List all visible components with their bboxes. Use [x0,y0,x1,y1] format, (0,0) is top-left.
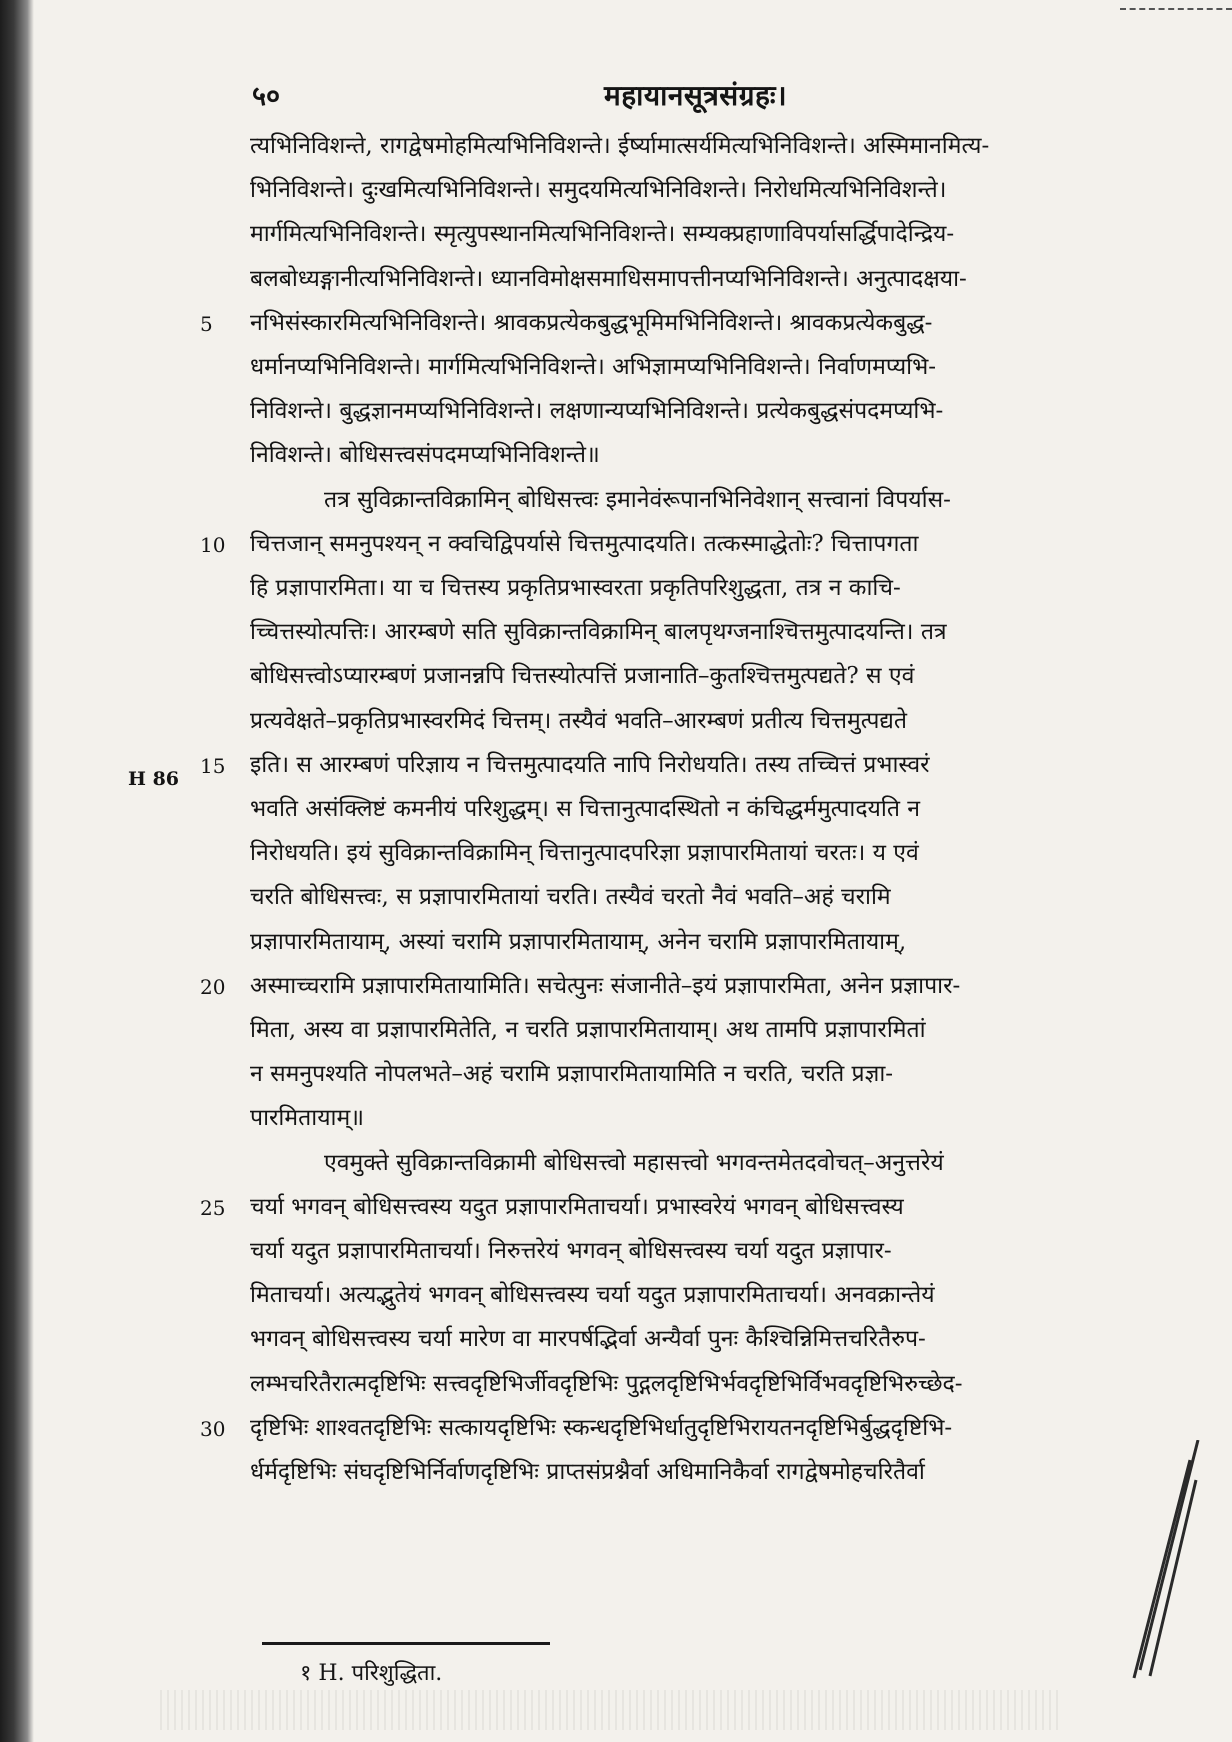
text-line: इति। स आरम्बणं परिज्ञाय न चित्तमुत्पादयति नापि निरोधयति। तस्य तच्चित्तं प्रभास्वरं [250,752,930,778]
text-line: दृष्टिभिः शाश्वतदृष्टिभिः सत्कायदृष्टिभिः स्कन्धदृष्टिभिर्धातुदृष्टिभिरायतनदृष्टिभिर्बुद्धदृष्टिभि- [250,1415,953,1441]
text-line: मिता, अस्य वा प्रज्ञापारमितेति, न चरति प्रज्ञापारमितायाम्। अथ तामपि प्रज्ञापारमितां [250,1017,926,1043]
text-line: च्चित्तस्योत्पत्तिः। आरम्बणे सति सुविक्रान्तविक्रामिन् बालपृथग्जनाश्चित्तमुत्पादयन्ति। तत्र [250,619,947,645]
text-line: निविशन्ते। बुद्धज्ञानमप्यभिनिविशन्ते। लक्षणान्यप्यभिनिविशन्ते। प्रत्येकबुद्धसंपदमप्यभि- [250,398,944,424]
text-line: बोधिसत्त्वोऽप्यारम्बणं प्रजानन्नपि चित्तस्योत्पत्तिं प्रजानाति–कुतश्चित्तमुत्पद्यते? स एवं [250,663,915,689]
page-number: ५० [252,81,281,112]
line-number: 25 [200,1196,226,1220]
footnote: १ H. परिशुद्धिता. [300,1661,443,1686]
text-line: त्यभिनिविशन्ते, रागद्वेषमोहमित्यभिनिविशन्ते। ईर्ष्यामात्सर्यमित्यभिनिविशन्ते। अस्मिमानमित्य- [250,133,990,159]
running-title: महायानसूत्रसंग्रहः। [604,79,788,112]
text-line: भवति असंक्लिष्टं कमनीयं परिशुद्धम्। स चित्तानुत्पादस्थितो न कंचिद्धर्ममुत्पादयति न [250,796,921,822]
text-line: चर्या भगवन् बोधिसत्त्वस्य यदुत प्रज्ञापारमिताचर्या। प्रभास्वरेयं भगवन् बोधिसत्त्वस्य [250,1194,904,1220]
text-line: भिनिविशन्ते। दुःखमित्यभिनिविशन्ते। समुदयमित्यभिनिविशन्ते। निरोधमित्यभिनिविशन्ते। [250,177,947,203]
binding-shadow [0,0,34,1742]
page-header [230,76,1172,116]
line-number: 30 [200,1417,226,1441]
text-line: धर्मानप्यभिनिविशन्ते। मार्गमित्यभिनिविशन्ते। अभिज्ञामप्यभिनिविशन्ते। निर्वाणमप्यभि- [250,354,937,380]
text-line: भगवन् बोधिसत्त्वस्य चर्या मारेण वा मारपर्षद्भिर्वा अन्यैर्वा पुनः कैश्चिन्निमित्तचरितैरुप- [250,1326,926,1352]
text-line: निविशन्ते। बोधिसत्त्वसंपदमप्यभिनिविशन्ते॥ [250,442,600,468]
text-line: प्रज्ञापारमितायाम्, अस्यां चरामि प्रज्ञापारमितायाम्, अनेन चरामि प्रज्ञापारमितायाम्, [250,929,907,955]
text-line: र्धर्मदृष्टिभिः संघदृष्टिभिर्निर्वाणदृष्टिभिः प्राप्तसंप्रश्नैर्वा अधिमानिकैर्वा रागद्वेषमोहचरितैर्वा [250,1459,925,1485]
line-number: 10 [200,533,226,557]
text-line: एवमुक्ते सुविक्रान्तविक्रामी बोधिसत्त्वो महासत्त्वो भगवन्तमेतदवोचत्–अनुत्तरेयं [324,1150,944,1176]
text-line: चित्तजान् समनुपश्यन् न क्वचिद्विपर्यासे चित्तमुत्पादयति। तत्कस्माद्धेतोः? चित्तापगता [250,531,919,557]
text-line: नभिसंस्कारमित्यभिनिविशन्ते। श्रावकप्रत्येकबुद्धभूमिमभिनिविशन्ते। श्रावकप्रत्येकबुद्ध- [250,310,933,336]
text-line: तत्र सुविक्रान्तविक्रामिन् बोधिसत्त्वः इमानेवंरूपानभिनिवेशान् सत्त्वानां विपर्यास- [324,487,951,513]
scan-noise [160,1690,1060,1730]
text-line: चरति बोधिसत्त्वः, स प्रज्ञापारमितायां चरति। तस्यैवं चरतो नैवं भवति–अहं चरामि [250,884,891,910]
text-line: अस्माच्चरामि प्रज्ञापारमितायामिति। सचेत्पुनः संजानीते–इयं प्रज्ञापारमिता, अनेन प्रज्ञापार- [250,973,961,999]
margin-reference: H 86 [128,768,180,790]
line-number: 5 [200,312,213,336]
text-line: निरोधयति। इयं सुविक्रान्तविक्रामिन् चित्तानुत्पादपरिज्ञा प्रज्ञापारमितायां चरतः। य एवं [250,840,919,866]
text-line: लम्भचरितैरात्मदृष्टिभिः सत्त्वदृष्टिभिर्जीवदृष्टिभिः पुद्गलदृष्टिभिर्भवदृष्टिभिर्विभवदृष्टिभिरुच्छेद- [250,1371,963,1397]
text-line: पारमितायाम्॥ [250,1105,365,1131]
line-number: 20 [200,975,226,999]
text-line: बलबोध्यङ्गानीत्यभिनिविशन्ते। ध्यानविमोक्षसमाधिसमापत्तीनप्यभिनिविशन्ते। अनुत्पादक्षया- [250,266,967,292]
scan-stroke-mark [1130,1440,1200,1680]
text-line: हि प्रज्ञापारमिता। या च चित्तस्य प्रकृतिप्रभास्वरता प्रकृतिपरिशुद्धता, तत्र न काचि- [250,575,901,601]
text-line: प्रत्यवेक्षते–प्रकृतिप्रभास्वरमिदं चित्तम्। तस्यैवं भवति–आरम्बणं प्रतीत्य चित्तमुत्पद्यते [250,708,907,734]
line-number: 15 [200,754,226,778]
text-line: चर्या यदुत प्रज्ञापारमिताचर्या। निरुत्तरेयं भगवन् बोधिसत्त्वस्य चर्या यदुत प्रज्ञापार- [250,1238,892,1264]
footnote-rule [262,1642,550,1645]
text-line: न समनुपश्यति नोपलभते–अहं चरामि प्रज्ञापारमितायामिति न चरति, चरति प्रज्ञा- [250,1061,894,1087]
text-line: मिताचर्या। अत्यद्भुतेयं भगवन् बोधिसत्त्वस्य चर्या यदुत प्रज्ञापारमिताचर्या। अनवक्रान्तेयं [250,1282,935,1308]
top-edge-rule [1120,8,1232,13]
text-line: मार्गमित्यभिनिविशन्ते। स्मृत्युपस्थानमित्यभिनिविशन्ते। सम्यक्प्रहाणाविपर्यासर्द्धिपादेन्द्रिय- [250,221,955,247]
